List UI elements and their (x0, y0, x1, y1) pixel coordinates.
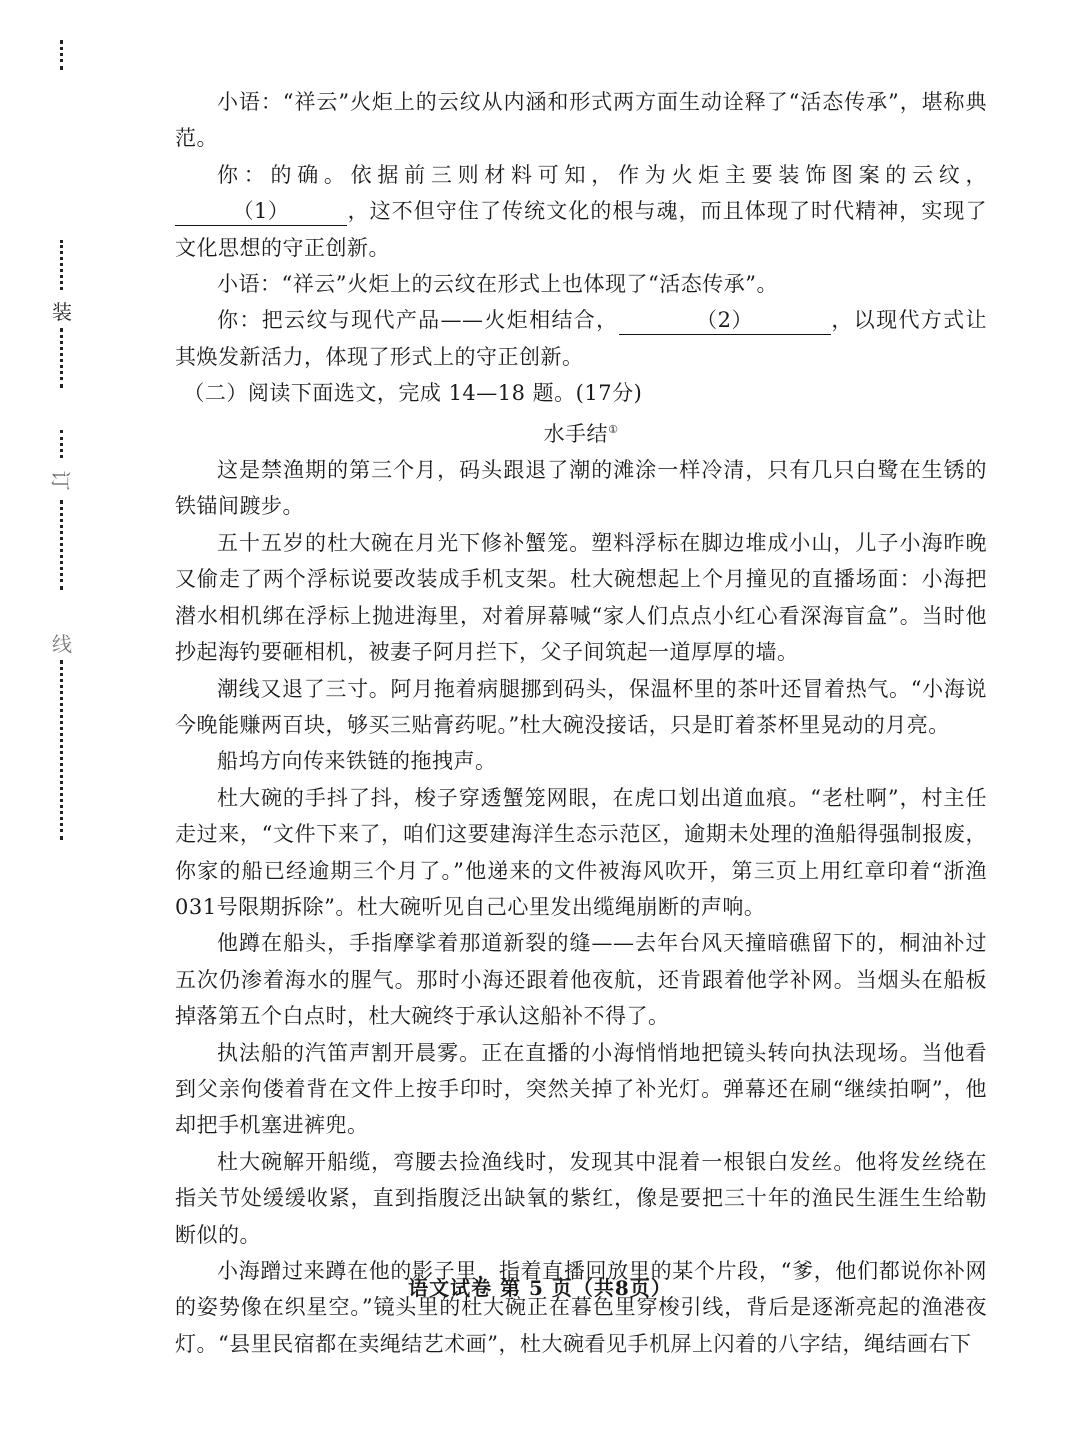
dialogue-line-3: 小语：“祥云”火炬上的云纹在形式上也体现了“活态传承”。 (217, 272, 778, 297)
article-paragraph: 船坞方向传来铁链的拖拽声。 (217, 749, 497, 774)
answer-blank-2[interactable]: （2） (619, 306, 831, 335)
binding-char-ding: 订 (48, 470, 73, 491)
binding-dotted-line (60, 430, 63, 458)
article-title: 水手结① (543, 421, 619, 446)
binding-margin (0, 0, 110, 1440)
article-paragraph: 杜大碗解开船缆，弯腰去捡渔线时，发现其中混着一根银白发丝。他将发丝绕在指关节处缓缓收紧，直到指腹泛出缺氧的紫红，像是要把三十年的渔民生涯生生给勒断似的。 (175, 1149, 987, 1247)
binding-dotted-line (60, 40, 63, 70)
binding-dotted-line (60, 240, 63, 290)
article-paragraph: 他蹲在船头，手指摩挲着那道新裂的缝——去年台风天撞暗礁留下的，桐油补过五次仍渗着海水的腥气。那时小海还跟着他夜航，还肯跟着他学补网。当烟头在船板掉落第五个白点时，杜大碗终于承认这船补不得了。 (175, 931, 987, 1029)
article-paragraph: 这是禁渔期的第三个月，码头跟退了潮的滩涂一样冷清，只有几只白鹭在生锈的铁锚间踱步。 (175, 458, 987, 519)
dialogue-line-4: 你：把云纹与现代产品——火炬相结合， （2） ，以现代方式让其焕发新活力，体现了形式上的守正创新。 (175, 308, 988, 369)
binding-dotted-line (60, 660, 63, 840)
section-heading: （二）阅读下面选文，完成 14—18 题。(17分) (183, 381, 643, 406)
article-paragraph: 小海蹭过来蹲在他的影子里，指着直播回放里的某个片段，“爹，他们都说你补网的姿势像在织星空。”镜头里的杜大碗正在暮色里穿梭引线，背后是逐渐亮起的渔港夜灯。“县里民宿都在卖绳结艺术画”，杜大碗看见手机屏上闪着的八字结，绳结画右下 (175, 1259, 987, 1356)
article-paragraph: 杜大碗的手抖了抖，梭子穿透蟹笼网眼，在虎口划出道血痕。“老杜啊”，村主任走过来，“文件下来了，咱们这要建海洋生态示范区，逾期未处理的渔船得强制报废，你家的船已经逾期三个月了。”他递来的文件被海风吹开，第三页上用红章印着“浙渔031号限期拆除”。杜大碗听见自己心里发出缆绳崩断的声响。 (175, 785, 987, 919)
binding-char-xian: 线 (52, 632, 72, 656)
dialogue-line-2: 你：的确。依据前三则材料可知，作为火炬主要装饰图案的云纹，（1） ，这不但守住了传统文化的根与魂，而且体现了时代精神，实现了文化思想的守正创新。 (175, 162, 987, 260)
dialogue-line-1: 小语：“祥云”火炬上的云纹从内涵和形式两方面生动诠释了“活态传承”，堪称典范。 (175, 90, 987, 151)
article-paragraph: 五十五岁的杜大碗在月光下修补蟹笼。塑料浮标在脚边堆成小山，儿子小海昨晚又偷走了两个浮标说要改装成手机支架。杜大碗想起上个月撞见的直播场面：小海把潜水相机绑在浮标上抛进海里，对着屏幕喊“家人们点点小红心看深海盲盒”。当时他抄起海钓要砸相机，被妻子阿月拦下，父子间筑起一道厚厚的墙。 (175, 530, 987, 665)
title-footnote-mark: ① (608, 422, 619, 436)
binding-dotted-line (60, 328, 63, 388)
page-content (175, 84, 987, 1362)
binding-char-zhuang: 装 (52, 300, 72, 324)
page-footer: 语文试卷 第 5 页（共8页） (408, 1276, 672, 1300)
article-paragraph: 执法船的汽笛声割开晨雾。正在直播的小海悄悄地把镜头转向执法现场。当他看到父亲佝偻着背在文件上按手印时，突然关掉了补光灯。弹幕还在刷“继续拍啊”，他却把手机塞进裤兜。 (175, 1040, 987, 1138)
answer-blank-1[interactable]: （1） (175, 197, 347, 226)
binding-dotted-line (60, 500, 63, 590)
article-paragraph: 潮线又退了三寸。阿月拖着病腿挪到码头，保温杯里的茶叶还冒着热气。“小海说今晚能赚两百块，够买三贴膏药呢。”杜大碗没接话，只是盯着茶杯里晃动的月亮。 (175, 676, 987, 737)
